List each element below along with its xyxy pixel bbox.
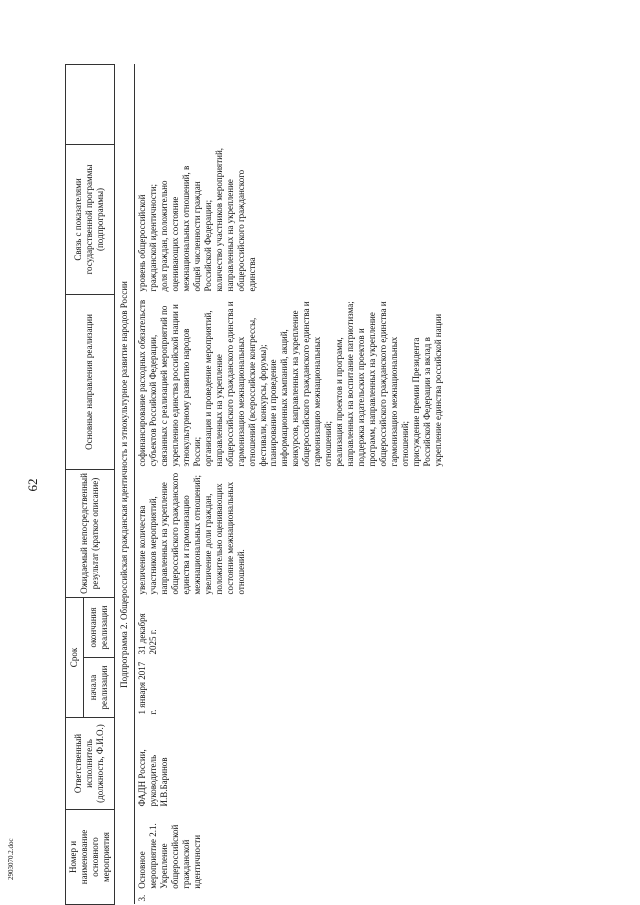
row-end: 31 декабря 2025 г.	[136, 613, 158, 655]
header-result: Ожидаемый непосредственный результат (краткое описание)	[66, 469, 115, 597]
row-number-name	[134, 810, 534, 905]
document-id: 2903070.2.doc	[7, 838, 15, 880]
row-result: увеличение количества участников мероприятий, направленных на укрепление общероссийского гражданского единства и гармонизацию межнациональных отношений; увеличение доли граждан, положительно оценивающих состояние межнациональных отношений.	[136, 472, 246, 595]
header-directions: Основные направления реализации	[66, 294, 115, 469]
page-number: 62	[25, 478, 40, 492]
row-number: 3.	[136, 894, 147, 902]
row-empty	[134, 64, 534, 144]
header-responsible: Ответственный исполнитель (должность, Ф.И.О.)	[66, 718, 115, 810]
rotated-page	[25, 65, 580, 905]
header-link: Связь с показателями государственной программы (подпрограммы)	[66, 144, 115, 294]
subprogram-row	[114, 64, 134, 904]
program-table	[65, 64, 534, 905]
row-start: 1 января 2017 г.	[136, 661, 158, 715]
row-link: уровень общероссийской гражданской идентичности; доля граждан, положительно оценивающих состояние межнациональных отношений, в общей численности граждан Российской Федерации; количество участников мероприятий, направленных на укрепление общероссийского гражданского единства	[136, 147, 257, 292]
subprogram-title: Подпрограмма 2. Общероссийская гражданская идентичность и этнокультурное развитие народов России	[114, 64, 134, 904]
header-row	[66, 64, 84, 904]
header-start: начала реализации	[84, 658, 115, 718]
row-responsible: ФАДН России, руководитель И.В.Баринов	[136, 749, 169, 807]
header-end: окончания реализации	[84, 597, 115, 657]
header-term: Срок	[66, 597, 84, 717]
header-number: Номер и наименование основного мероприятия	[66, 810, 115, 905]
row-name: Основное мероприятие 2.1. Укрепление общероссийской гражданской идентичности	[136, 823, 202, 889]
header-empty	[66, 64, 115, 144]
table-row	[134, 64, 534, 904]
row-directions: софинансирование расходных обязательств субъектов Российской Федерации, связанных с реализацией мероприятий по укреплению единства российской нации и этнокультурному развитию народов России; организация и проведение мероприятий, направленных на укрепление общероссийского гражданского единства и гармонизацию межнациональных отношений (всероссийские конгрессы, фестивали, конкурсы, форумы); планирование и проведение информационных кампаний, акций, конкурсов, направленных на укрепление общероссийского гражданского единства и гармонизацию межнациональных отношений; реализация проектов и программ, направленных на воспитание патриотизма; поддержка издательских проектов и программ, направленных на укрепление общероссийского гражданского единства и гармонизацию межнациональных отношений; присуждение премии Президента Российской Федерации за вклад в укрепление единства российской нации	[136, 299, 443, 467]
